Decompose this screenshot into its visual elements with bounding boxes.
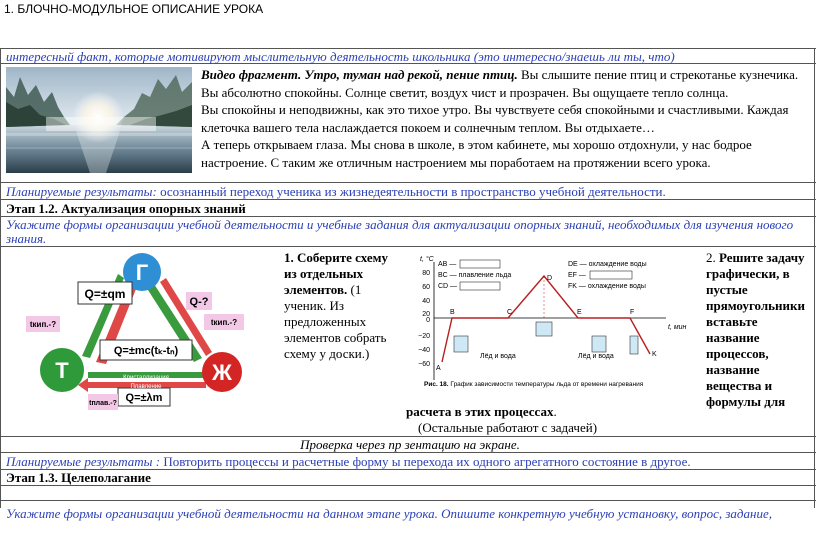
solid-letter: Ж <box>212 360 232 385</box>
video-line5: А теперь открываем глаза. Мы снова в школе, в этом кабинете, мы хорошо отдохнули, у нас бодрое <box>201 137 752 153</box>
task1-l4: ученик. Из <box>284 298 345 313</box>
task1-l2: из отдельных <box>284 266 364 281</box>
ytick: 60 <box>422 284 430 291</box>
ytick: 80 <box>422 270 430 277</box>
legend-ab: AB — <box>438 261 457 268</box>
task1-l7: схему у доски.) <box>284 346 370 361</box>
fact-row-text: интересный факт, которые мотивируют мыслительную деятельность школьника (это интересно/знаешь ли ты, что) <box>6 49 675 64</box>
tkip-left: tкип.-? <box>29 320 57 329</box>
ytick: 40 <box>422 298 430 305</box>
video-line6: настроение. С таким же отличным настроением мы поработаем на протяжении всего урока. <box>201 154 711 170</box>
task2-l1: Решите задачу <box>715 250 805 265</box>
temperature-graph <box>404 252 702 397</box>
ice-water-label-2: Лёд и вода <box>578 353 614 360</box>
legend-ef: EF — <box>568 272 586 279</box>
aggregate-states-diagram <box>26 252 258 412</box>
task2-l9: вещества и <box>706 378 773 393</box>
planned-results-text: осознанный переход ученика из жизнедеятельности в пространство учебной деятельности. <box>156 184 666 199</box>
ytick: 0 <box>426 317 430 324</box>
task1-l3b: (1 <box>347 282 362 297</box>
point-k: K <box>652 351 657 358</box>
legend-de: DE — охлаждение воды <box>568 261 647 268</box>
task2-cont: расчета в этих процессах <box>406 404 554 419</box>
forms-line1: Укажите формы организации учебной деятельности и учебные задания для актуализации опорных знаний, необходимых для изучения нового <box>6 217 794 232</box>
forms2-line: Укажите формы организации учебной деятельности на данном этапе урока. Опишите конкретную учебную установку, вопрос, задание, <box>6 506 772 521</box>
caption-text: График зависимости температуры льда от времени нагревания <box>448 381 644 388</box>
ytick: −40 <box>418 347 430 354</box>
blank-box-ab <box>460 260 500 268</box>
point-c: C <box>507 309 513 316</box>
table-left-border <box>0 48 1 508</box>
task2-l10: формулы для <box>706 394 786 409</box>
stage-1-2-title: Этап 1.2. Актуализация опорных знаний <box>6 201 246 216</box>
planned-results-label: Планируемые результаты: <box>6 184 157 199</box>
video-line1: Вы слышите пение птиц и стрекотанье кузнечика. <box>517 67 799 82</box>
legend-fk: FK — охлаждение воды <box>568 283 646 290</box>
melting-label: Плавление <box>130 384 162 390</box>
task1-l5: предложенных <box>284 314 367 329</box>
point-a: A <box>436 365 441 372</box>
table-right-border <box>814 48 815 508</box>
task2-l3: пустые <box>706 282 748 297</box>
caption-fig: Рис. 18. <box>424 381 449 388</box>
tkip-right: tкип.-? <box>210 318 238 327</box>
task1-l1: 1. Соберите схему <box>284 250 389 265</box>
row-divider <box>0 485 816 486</box>
task2-l6: название <box>706 330 760 345</box>
video-lead: Видео фрагмент. Утро, туман над рекой, пение птиц. <box>201 67 518 82</box>
test-tube-icon <box>630 336 638 354</box>
river-fog-photo <box>6 67 192 173</box>
legend-bc: BC — плавление льда <box>438 272 512 279</box>
planned-results-2-text: Повторить процессы и расчетные форму ы перехода их одного агрегатного состояние в другое. <box>160 454 691 469</box>
task1-l6: элементов собрать <box>284 330 387 345</box>
ytick: −60 <box>418 361 430 368</box>
task2-others: (Остальные работают с задачей) <box>418 420 598 435</box>
legend-cd: CD — <box>438 283 458 290</box>
point-d: D <box>547 275 553 282</box>
stage-1-3-title: Этап 1.3. Целеполагание <box>6 470 151 485</box>
forms-line2: знания. <box>6 231 47 246</box>
planned-results-2-label: Планируемые результаты : <box>6 454 161 469</box>
row-divider <box>0 182 816 183</box>
ytick: 20 <box>422 311 430 318</box>
video-line3: Вы спокойны и неподвижны, как это тихое утро. Вы чувствуете себя спокойными и счастливыми. Каждая <box>201 102 789 118</box>
beaker-icon <box>536 322 552 336</box>
task1-block <box>284 250 402 362</box>
task2-l2: графически, в <box>706 266 790 281</box>
formula-lambda: Q=±λm <box>125 392 163 404</box>
task2-num: 2. <box>706 250 716 265</box>
row-divider <box>0 199 816 200</box>
formula-qm: Q=±qm <box>84 287 126 301</box>
ytick: −20 <box>418 333 430 340</box>
beaker-icon <box>592 336 606 352</box>
point-b: B <box>450 309 455 316</box>
ice-water-label-1: Лёд и вода <box>480 353 516 360</box>
blank-box-cd <box>460 282 500 290</box>
video-line4: клеточка вашего тела наслаждается покоем и солнечным теплом. Вы отдыхаете… <box>201 119 655 135</box>
formula-mct: Q=±mc(tₖ-tₙ) <box>113 345 179 357</box>
task2-l4: прямоугольники <box>706 298 805 313</box>
task2-l8: название <box>706 362 760 377</box>
row-divider <box>0 452 816 453</box>
task1-l3a: элементов. <box>284 282 348 297</box>
gas-letter: Г <box>135 260 149 285</box>
q-question: Q-? <box>189 296 209 308</box>
crystallization-label: Кристаллизация <box>123 375 169 381</box>
planned-results-2 <box>6 454 814 469</box>
planned-results-1 <box>6 184 814 199</box>
point-e: E <box>577 309 582 316</box>
task2-cont-dot: . <box>553 404 557 419</box>
graph-xlabel: t, мин <box>668 324 687 331</box>
check-row: Проверка через пр зентацию на экране. <box>300 437 520 452</box>
row-divider <box>0 246 816 247</box>
page-heading: 1. БЛОЧНО-МОДУЛЬНОЕ ОПИСАНИЕ УРОКА <box>4 2 264 16</box>
task2-l5: вставьте <box>706 314 758 329</box>
blank-box-ef <box>590 271 632 279</box>
liquid-letter: Т <box>55 358 69 383</box>
task2-l7: процессов, <box>706 346 769 361</box>
video-paragraph <box>201 66 811 172</box>
task2-continuation <box>406 404 706 436</box>
row-divider <box>0 500 816 501</box>
graph-ylabel: t, °C <box>420 256 434 263</box>
video-line2: Вы абсолютно спокойны. Солнце светит, воздух чист и прозрачен. Вы ощущаете тепло солнца. <box>201 84 729 100</box>
point-f: F <box>630 309 635 316</box>
task2-block <box>706 250 812 410</box>
beaker-icon <box>454 336 468 352</box>
graph-caption <box>424 381 644 388</box>
tplav: tплав.-? <box>89 400 117 407</box>
